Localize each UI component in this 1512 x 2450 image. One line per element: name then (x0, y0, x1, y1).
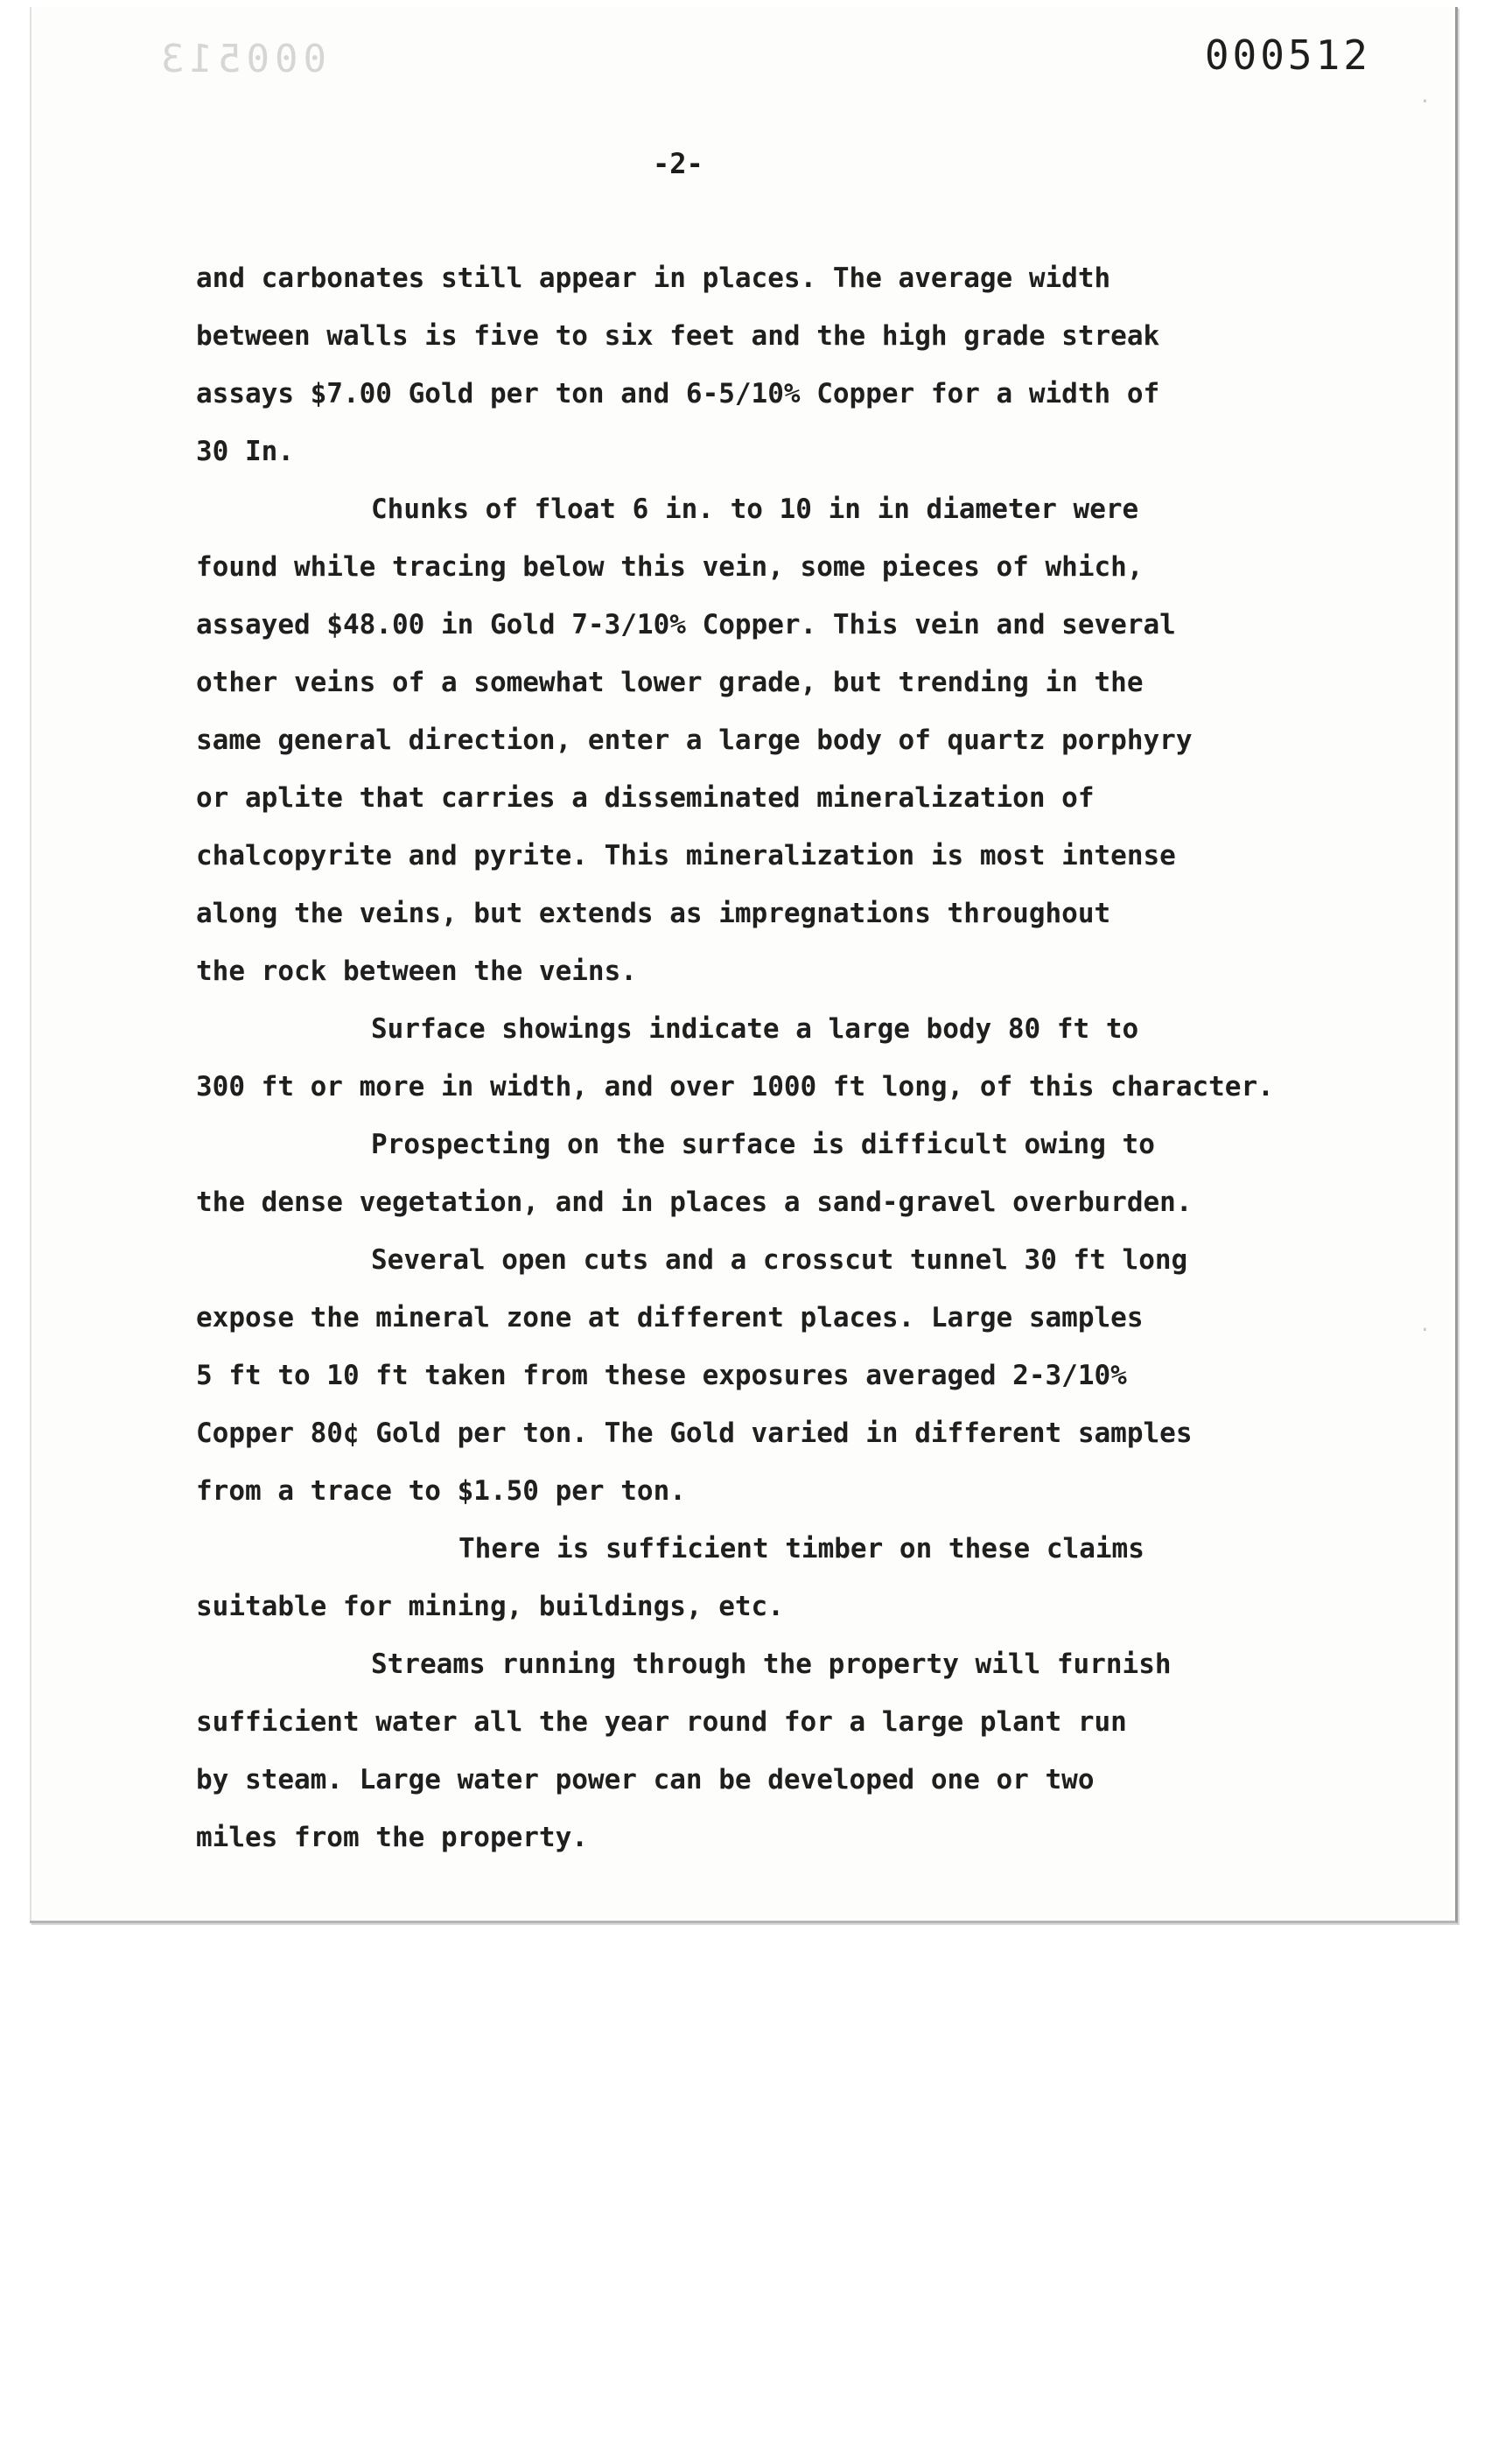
text-line: by steam. Large water power can be developed one or two (196, 1764, 1095, 1796)
text-line: other veins of a somewhat lower grade, but trending in the (196, 667, 1144, 698)
text-line: 30 In. (196, 436, 294, 467)
text-line: assayed $48.00 in Gold 7-3/10% Copper. This vein and several (196, 609, 1176, 640)
text-line: along the veins, but extends as impregnations throughout (196, 898, 1111, 929)
text-line: from a trace to $1.50 per ton. (196, 1475, 686, 1507)
text-line: Prospecting on the surface is difficult owing to (371, 1129, 1155, 1160)
page-number: -2- (653, 147, 704, 180)
text-line: between walls is five to six feet and the high grade streak (196, 320, 1160, 352)
text-line: found while tracing below this vein, some pieces of which, (196, 551, 1144, 583)
margin-mark: · (1418, 1320, 1431, 1341)
text-line: chalcopyrite and pyrite. This mineralization is most intense (196, 840, 1176, 872)
text-line: 5 ft to 10 ft taken from these exposures averaged 2-3/10% (196, 1360, 1127, 1391)
text-line: expose the mineral zone at different places. Large samples (196, 1302, 1144, 1334)
text-line: Several open cuts and a crosscut tunnel 30 ft long (371, 1244, 1188, 1276)
text-line: or aplite that carries a disseminated mineralization of (196, 782, 1095, 814)
text-line: the dense vegetation, and in places a sand-gravel overburden. (196, 1186, 1193, 1218)
text-line: the rock between the veins. (196, 956, 637, 987)
text-line: Surface showings indicate a large body 80 ft to (371, 1013, 1139, 1045)
text-line: and carbonates still appear in places. The average width (196, 262, 1111, 294)
margin-mark: · (1418, 91, 1431, 113)
text-line: assays $7.00 Gold per ton and 6-5/10% Copper for a width of (196, 378, 1160, 410)
document-number: 000512 (1204, 32, 1371, 79)
text-line: Copper 80¢ Gold per ton. The Gold varied in different samples (196, 1418, 1193, 1449)
text-line: same general direction, enter a large body of quartz porphyry (196, 724, 1193, 756)
text-line: 300 ft or more in width, and over 1000 ft long, of this character. (196, 1071, 1274, 1102)
text-line: suitable for mining, buildings, etc. (196, 1591, 784, 1622)
bleed-through-number: 000513 (156, 37, 326, 81)
text-line: Streams running through the property will furnish (371, 1648, 1172, 1680)
text-line: Chunks of float 6 in. to 10 in in diameter were (371, 494, 1139, 525)
text-line: sufficient water all the year round for a large plant run (196, 1706, 1127, 1738)
document-page (30, 7, 1458, 1923)
text-line: miles from the property. (196, 1822, 588, 1853)
text-line: There is sufficient timber on these claims (458, 1533, 1144, 1564)
page-edge (30, 7, 32, 1921)
